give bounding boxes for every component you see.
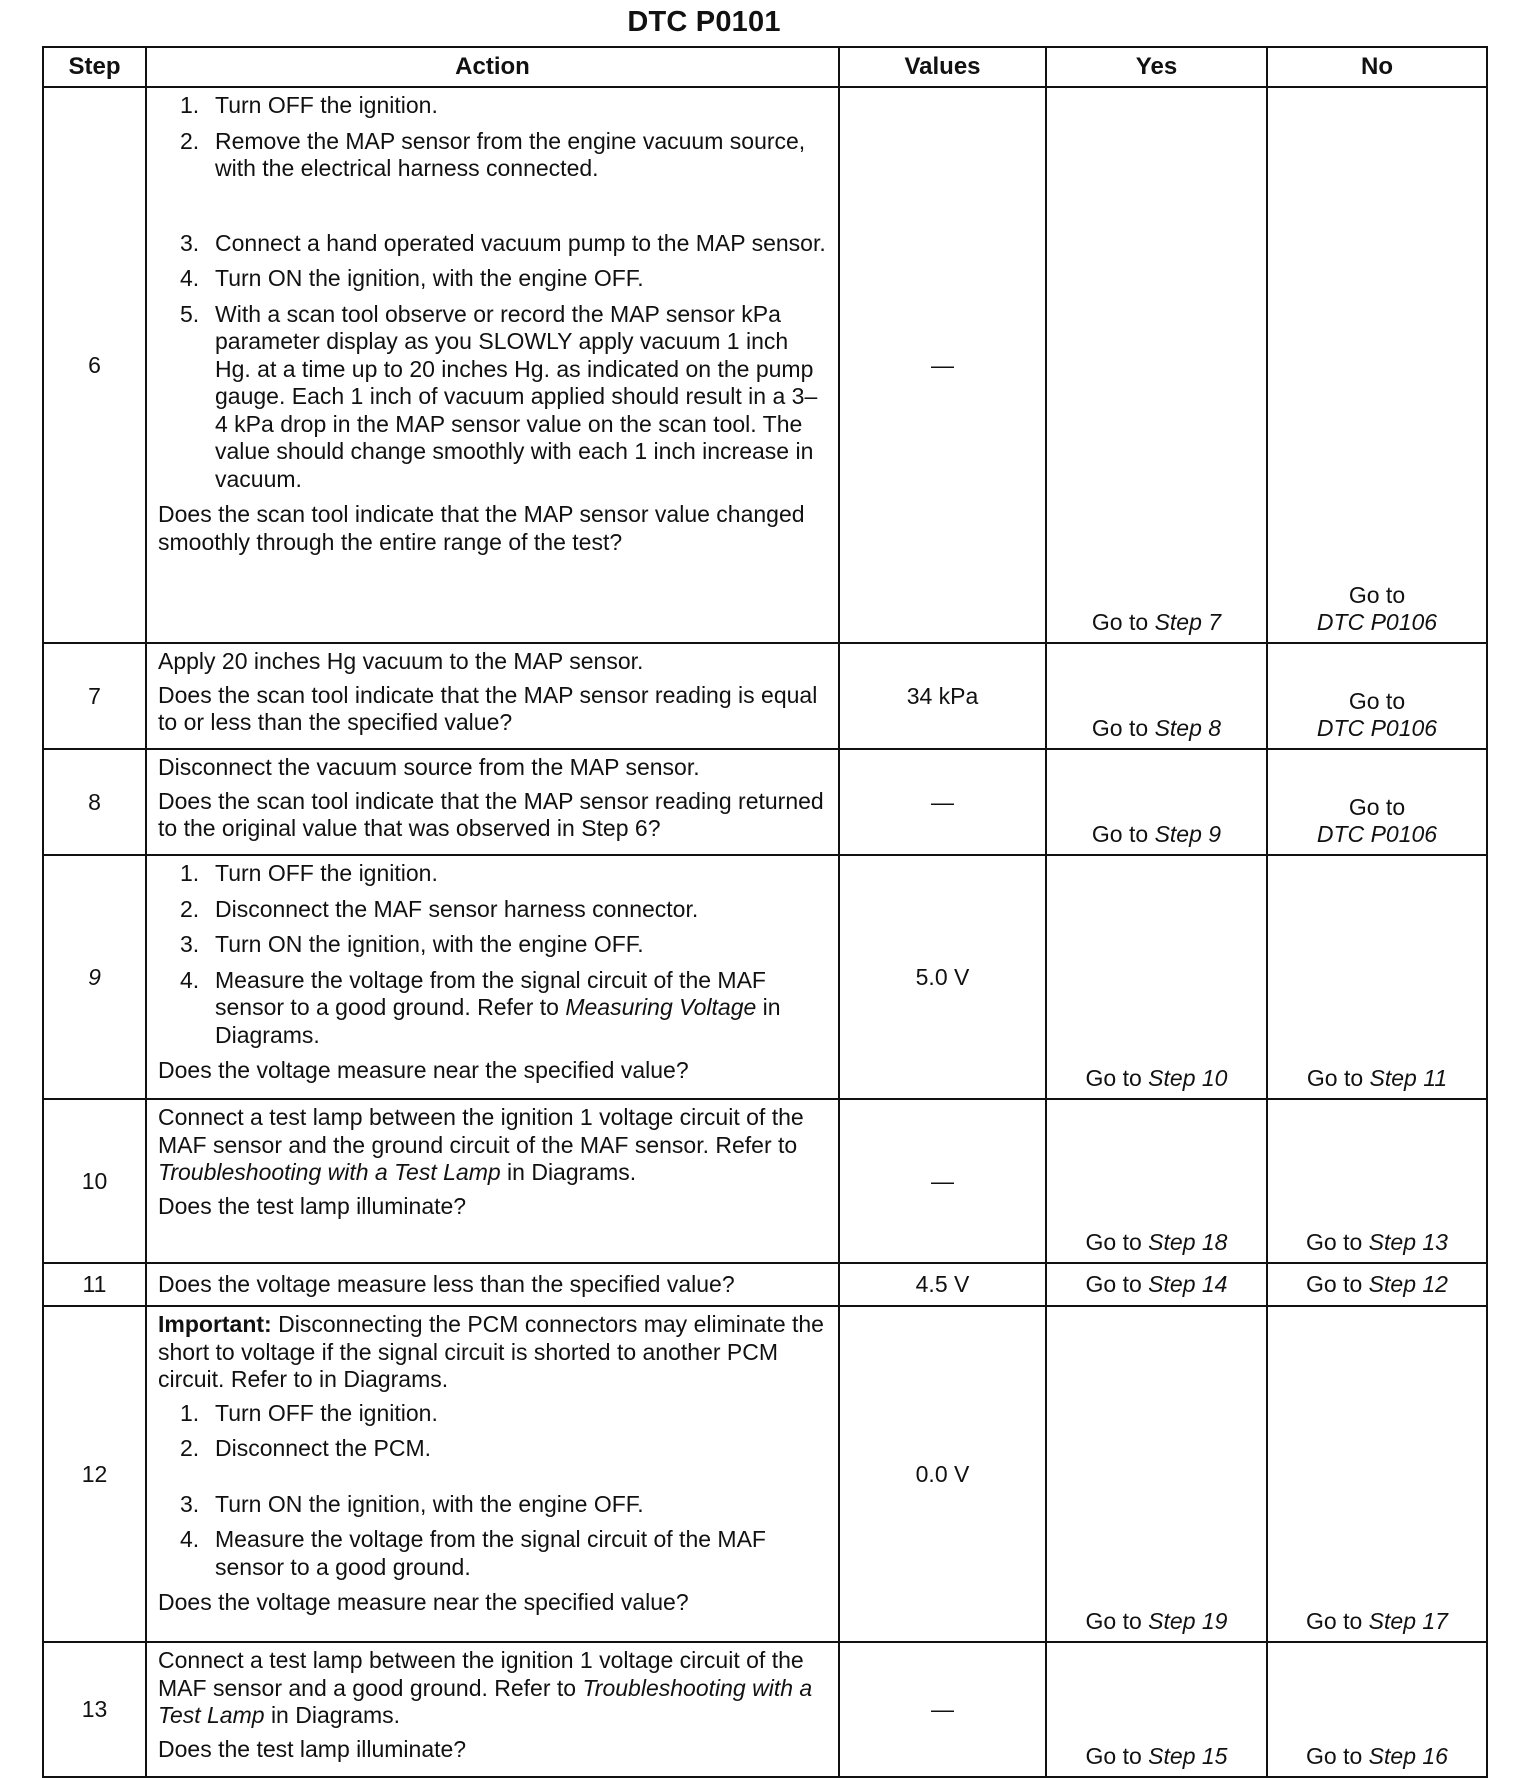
- action-cell: [146, 1642, 839, 1777]
- step-number: 7: [43, 643, 146, 749]
- table-row: [43, 643, 1487, 749]
- step-number: 10: [43, 1099, 146, 1263]
- doc-link[interactable]: Troubleshooting with a Test Lamp: [158, 1674, 813, 1728]
- list-item: 4. Measure the voltage from the signal circuit of the MAF sensor to a good ground.: [180, 1526, 766, 1580]
- table-row: [43, 87, 1487, 643]
- step-link[interactable]: Step 8: [1154, 715, 1222, 741]
- list-item: 4. Measure the voltage from the signal circuit of the MAF sensor to a good ground. Refer to Measuring Voltage in Diagrams.: [180, 966, 781, 1048]
- header-action: Action: [146, 47, 839, 87]
- step-link[interactable]: Step 18: [1148, 1229, 1228, 1255]
- value-cell: —: [839, 87, 1046, 643]
- table-header-row: [43, 47, 1487, 87]
- action-lead: Disconnect the vacuum source from the MAP sensor.: [158, 754, 700, 780]
- action-question: Does the scan tool indicate that the MAP sensor reading returned to the original value that was observed in Step 6?: [158, 787, 824, 841]
- step-number: 6: [43, 87, 146, 643]
- dtc-link[interactable]: DTC P0106: [1316, 609, 1438, 635]
- action-list: [158, 860, 828, 1049]
- diagnostic-table: [42, 46, 1488, 1778]
- yes-cell: Go to Step 7: [1046, 87, 1267, 643]
- step-link[interactable]: Step 16: [1368, 1743, 1448, 1769]
- table-row: [43, 1642, 1487, 1777]
- action-question: Does the voltage measure near the specified value?: [158, 1589, 689, 1615]
- header-step: Step: [43, 47, 146, 87]
- value-cell: 5.0 V: [839, 855, 1046, 1099]
- step-link[interactable]: Step 10: [1148, 1065, 1228, 1091]
- step-link[interactable]: Step 11: [1369, 1065, 1448, 1091]
- value-cell: —: [839, 1642, 1046, 1777]
- yes-cell: Go to Step 14: [1046, 1263, 1267, 1306]
- action-lead: Connect a test lamp between the ignition 1 voltage circuit of the MAF sensor and the ground circuit of the MAF sensor. Refer to Troubleshooting with a Test Lamp in Diagrams.: [158, 1104, 804, 1185]
- action-cell: [146, 1263, 839, 1306]
- list-item: 1. Turn OFF the ignition.: [180, 1399, 438, 1426]
- table-row: [43, 749, 1487, 855]
- yes-cell: Go to Step 19: [1046, 1306, 1267, 1642]
- action-list: [158, 92, 828, 493]
- list-item: 3. Turn ON the ignition, with the engine OFF.: [180, 1490, 644, 1517]
- list-item: 1. Turn OFF the ignition.: [180, 860, 438, 886]
- table-row: [43, 1306, 1487, 1642]
- doc-link[interactable]: Troubleshooting with a Test Lamp: [158, 1159, 501, 1185]
- dtc-link[interactable]: DTC P0106: [1316, 821, 1438, 847]
- action-cell: [146, 1099, 839, 1263]
- dtc-link[interactable]: DTC P0106: [1316, 715, 1438, 741]
- table-row: [43, 855, 1487, 1099]
- step-number: 8: [43, 749, 146, 855]
- step-number: 13: [43, 1642, 146, 1777]
- doc-link[interactable]: Measuring Voltage: [565, 994, 757, 1020]
- header-values: Values: [839, 47, 1046, 87]
- action-cell: [146, 643, 839, 749]
- step-link[interactable]: Step 15: [1148, 1743, 1228, 1769]
- list-item: 5. With a scan tool observe or record the MAP sensor kPa parameter display as you SLOWLY apply vacuum 1 inch Hg. at a time up to 20 inches Hg. as indicated on the pump gauge. Each 1 inch of vacuum applied should result in a 3–4 kPa drop in the MAP sensor value on the scan tool. The value should change smoothly with each 1 inch increase in vacuum.: [180, 300, 818, 492]
- important-note: Important: Disconnecting the PCM connectors may eliminate the short to voltage if the signal circuit is shorted to another PCM circuit. Refer to in Diagrams.: [158, 1311, 824, 1392]
- action-question: Does the scan tool indicate that the MAP sensor value changed smoothly through the entire range of the test?: [158, 501, 805, 555]
- no-cell: Go to DTC P0106: [1267, 643, 1487, 749]
- value-cell: 34 kPa: [839, 643, 1046, 749]
- action-question: Does the test lamp illuminate?: [158, 1192, 467, 1219]
- list-item: 4. Turn ON the ignition, with the engine OFF.: [180, 265, 644, 291]
- table-row: [43, 1263, 1487, 1306]
- list-item: 2. Disconnect the PCM.: [180, 1435, 432, 1461]
- action-question: Does the voltage measure less than the specified value?: [158, 1270, 735, 1297]
- value-cell: —: [839, 749, 1046, 855]
- step-link[interactable]: Step 13: [1368, 1229, 1448, 1255]
- header-no: No: [1267, 47, 1487, 87]
- action-question: Does the test lamp illuminate?: [158, 1735, 467, 1762]
- header-yes: Yes: [1046, 47, 1267, 87]
- value-cell: 0.0 V: [839, 1306, 1046, 1642]
- action-question: Does the scan tool indicate that the MAP sensor reading is equal to or less than the specified value?: [158, 681, 818, 735]
- page-title: DTC P0101: [627, 6, 781, 38]
- step-number: 9: [43, 855, 146, 1099]
- step-link[interactable]: Step 9: [1154, 821, 1222, 847]
- step-link[interactable]: Step 14: [1148, 1271, 1228, 1297]
- action-cell: [146, 855, 839, 1099]
- no-cell: Go to Step 13: [1267, 1099, 1487, 1263]
- yes-cell: Go to Step 18: [1046, 1099, 1267, 1263]
- action-cell: [146, 749, 839, 855]
- no-cell: Go to Step 12: [1267, 1263, 1487, 1306]
- yes-cell: Go to Step 8: [1046, 643, 1267, 749]
- step-link[interactable]: Step 7: [1154, 609, 1222, 635]
- yes-cell: Go to Step 9: [1046, 749, 1267, 855]
- no-cell: Go to DTC P0106: [1267, 87, 1487, 643]
- table-row: [43, 1099, 1487, 1263]
- value-cell: —: [839, 1099, 1046, 1263]
- value-cell: 4.5 V: [839, 1263, 1046, 1306]
- step-link[interactable]: Step 19: [1148, 1608, 1228, 1634]
- list-item: 1. Turn OFF the ignition.: [180, 92, 438, 118]
- action-lead: Apply 20 inches Hg vacuum to the MAP sensor.: [158, 648, 644, 674]
- step-link[interactable]: Step 17: [1368, 1608, 1448, 1634]
- action-cell: [146, 1306, 839, 1642]
- no-cell: Go to DTC P0106: [1267, 749, 1487, 855]
- action-list: [158, 1400, 828, 1582]
- yes-cell: Go to Step 15: [1046, 1642, 1267, 1777]
- action-question: Does the voltage measure near the specified value?: [158, 1057, 689, 1083]
- step-link[interactable]: Step 12: [1368, 1271, 1448, 1297]
- list-item: 3. Connect a hand operated vacuum pump to the MAP sensor.: [180, 229, 826, 256]
- step-number: 12: [43, 1306, 146, 1642]
- action-lead: Connect a test lamp between the ignition 1 voltage circuit of the MAF sensor and a good ground. Refer to Troubleshooting with a Test Lamp in Diagrams.: [158, 1647, 813, 1728]
- list-item: 3. Turn ON the ignition, with the engine OFF.: [180, 931, 644, 957]
- list-item: 2. Disconnect the MAF sensor harness connector.: [180, 895, 699, 922]
- no-cell: Go to Step 11: [1267, 855, 1487, 1099]
- no-cell: Go to Step 16: [1267, 1642, 1487, 1777]
- step-number: 11: [43, 1263, 146, 1306]
- no-cell: Go to Step 17: [1267, 1306, 1487, 1642]
- list-item: 2. Remove the MAP sensor from the engine vacuum source, with the electrical harness connected.: [180, 127, 806, 181]
- yes-cell: Go to Step 10: [1046, 855, 1267, 1099]
- action-cell: [146, 87, 839, 643]
